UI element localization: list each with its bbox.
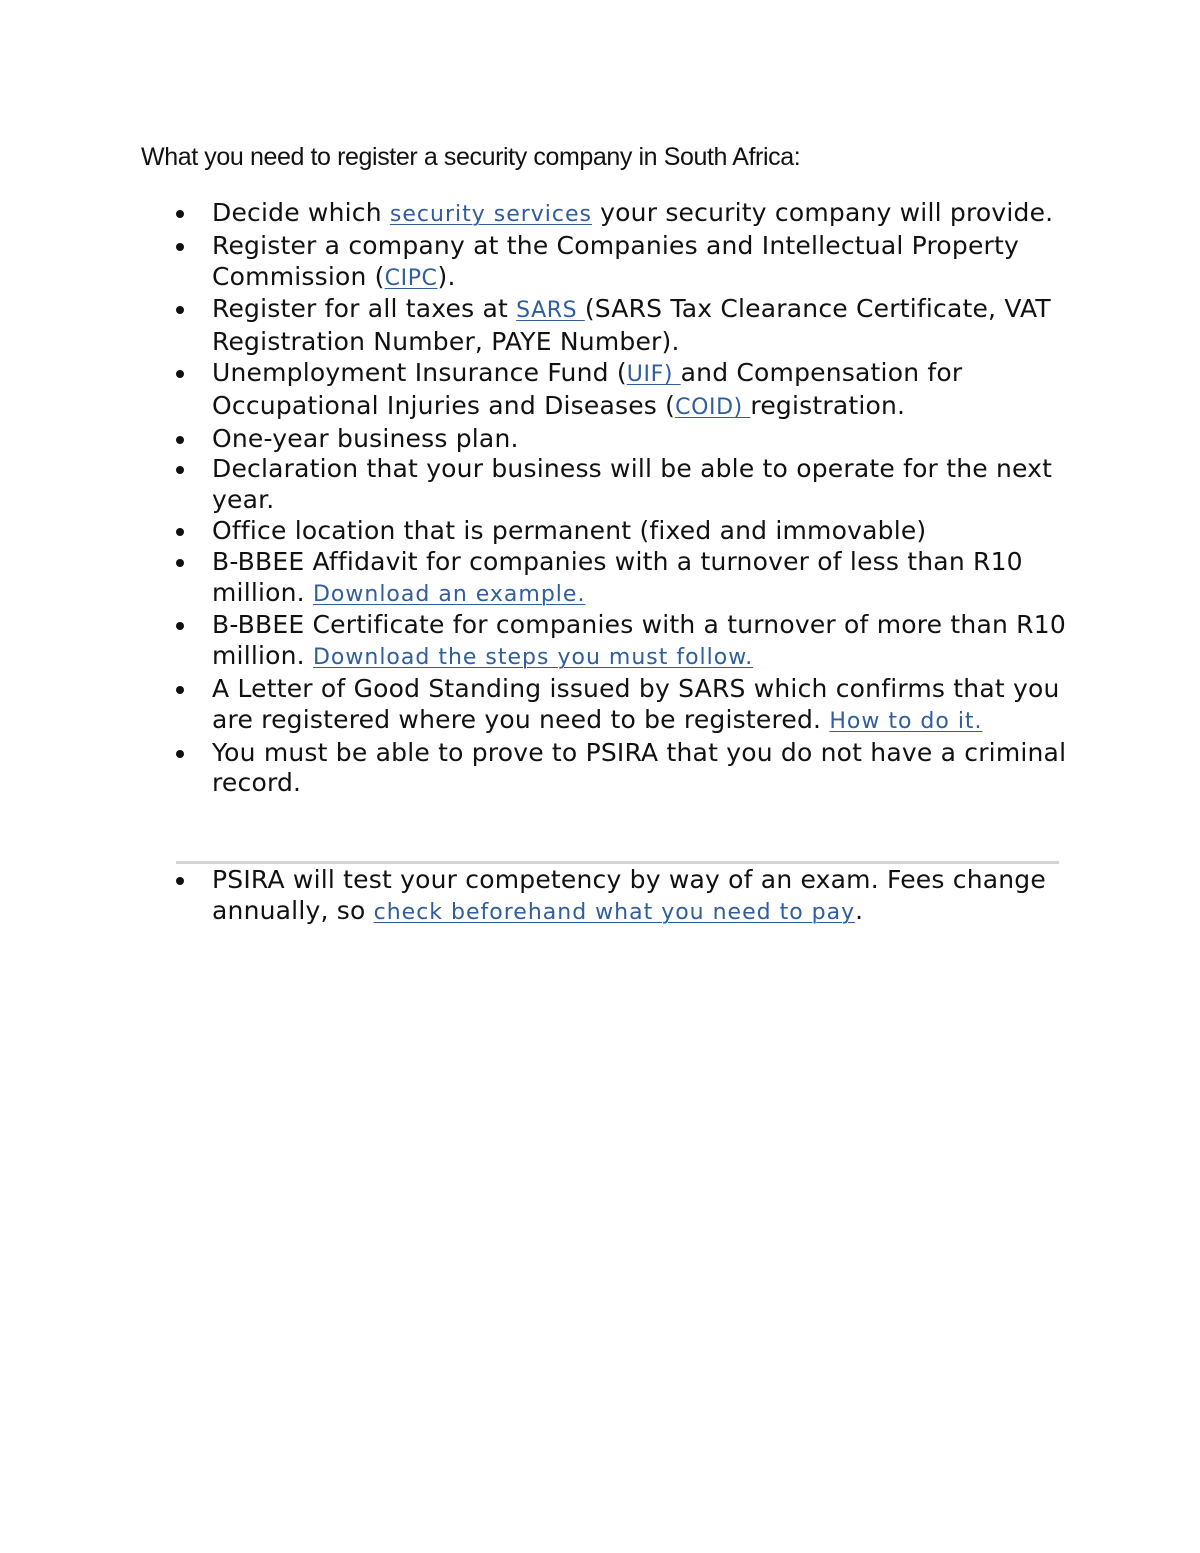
item-text: B-BBEE Certificate for companies with a turnover of more than R10 million.: [212, 610, 1066, 671]
item-text: One-year business plan.: [212, 423, 519, 453]
item-text: Register for all taxes at: [212, 294, 517, 324]
item-text: Decide which: [212, 198, 390, 227]
list-item: [176, 516, 1076, 547]
security-services-link[interactable]: security services: [389, 202, 593, 227]
check-fees-link[interactable]: check beforehand what you need to pay: [373, 899, 856, 925]
bullet-icon: [176, 210, 184, 218]
item-text: Declaration that your business will be able to operate for the next year.: [212, 454, 1053, 515]
list-item: [176, 738, 1076, 800]
bullet-icon: [176, 243, 184, 251]
bullet-icon: [176, 370, 184, 378]
requirements-list-continued: [176, 865, 1076, 929]
item-text: registration.: [750, 390, 906, 420]
item-text: Unemployment Insurance Fund (: [212, 357, 627, 387]
list-item: [176, 294, 1076, 358]
item-text: B-BBEE Affidavit for companies with a turnover of less than R10 million.: [212, 546, 1023, 607]
coid-link[interactable]: COID): [675, 394, 751, 420]
bullet-icon: [176, 306, 184, 314]
item-text: ).: [437, 261, 456, 291]
list-item: [176, 547, 1076, 611]
bullet-icon: [176, 877, 184, 885]
cipc-link[interactable]: CIPC: [384, 265, 438, 291]
requirements-list: [176, 198, 1076, 799]
bullet-icon: [176, 436, 184, 444]
list-item: [176, 198, 1076, 231]
item-text: A Letter of Good Standing issued by SARS which confirms that you are registered where you need to be registered.: [212, 673, 1060, 734]
uif-link[interactable]: UIF): [626, 361, 681, 387]
how-to-do-it-link[interactable]: How to do it.: [829, 708, 983, 734]
bullet-icon: [176, 686, 184, 694]
item-text: .: [855, 895, 864, 925]
item-text: Register a company at the Companies and Intellectual Property Commission (: [212, 230, 1020, 291]
list-item: [176, 610, 1076, 674]
item-text: Office location that is permanent (fixed and immovable): [212, 515, 927, 545]
list-item: [176, 865, 1076, 929]
item-text: (SARS Tax Clearance Certificate, VAT Registration Number, PAYE Number).: [212, 294, 1051, 357]
intro-heading: What you need to register a security company in South Africa:: [141, 143, 801, 171]
item-text: and Compensation for Occupational Injuries and Diseases (: [212, 357, 963, 420]
bullet-icon: [176, 622, 184, 630]
download-example-link[interactable]: Download an example.: [312, 581, 586, 607]
bullet-icon: [176, 528, 184, 536]
item-text: PSIRA will test your competency by way of an exam. Fees change annually, so: [212, 865, 1046, 925]
list-item: [176, 358, 1076, 424]
bullet-icon: [176, 750, 184, 758]
item-text: You must be able to prove to PSIRA that you do not have a criminal record.: [212, 737, 1067, 798]
list-item: [176, 231, 1076, 295]
list-item: [176, 674, 1076, 738]
download-steps-link[interactable]: Download the steps you must follow.: [312, 645, 754, 671]
bullet-icon: [176, 466, 184, 474]
horizontal-divider: [176, 861, 1059, 864]
list-item: [176, 454, 1076, 516]
bullet-icon: [176, 559, 184, 567]
item-text: your security company will provide.: [592, 198, 1054, 227]
list-item: [176, 424, 1076, 455]
sars-link[interactable]: SARS: [516, 298, 585, 324]
